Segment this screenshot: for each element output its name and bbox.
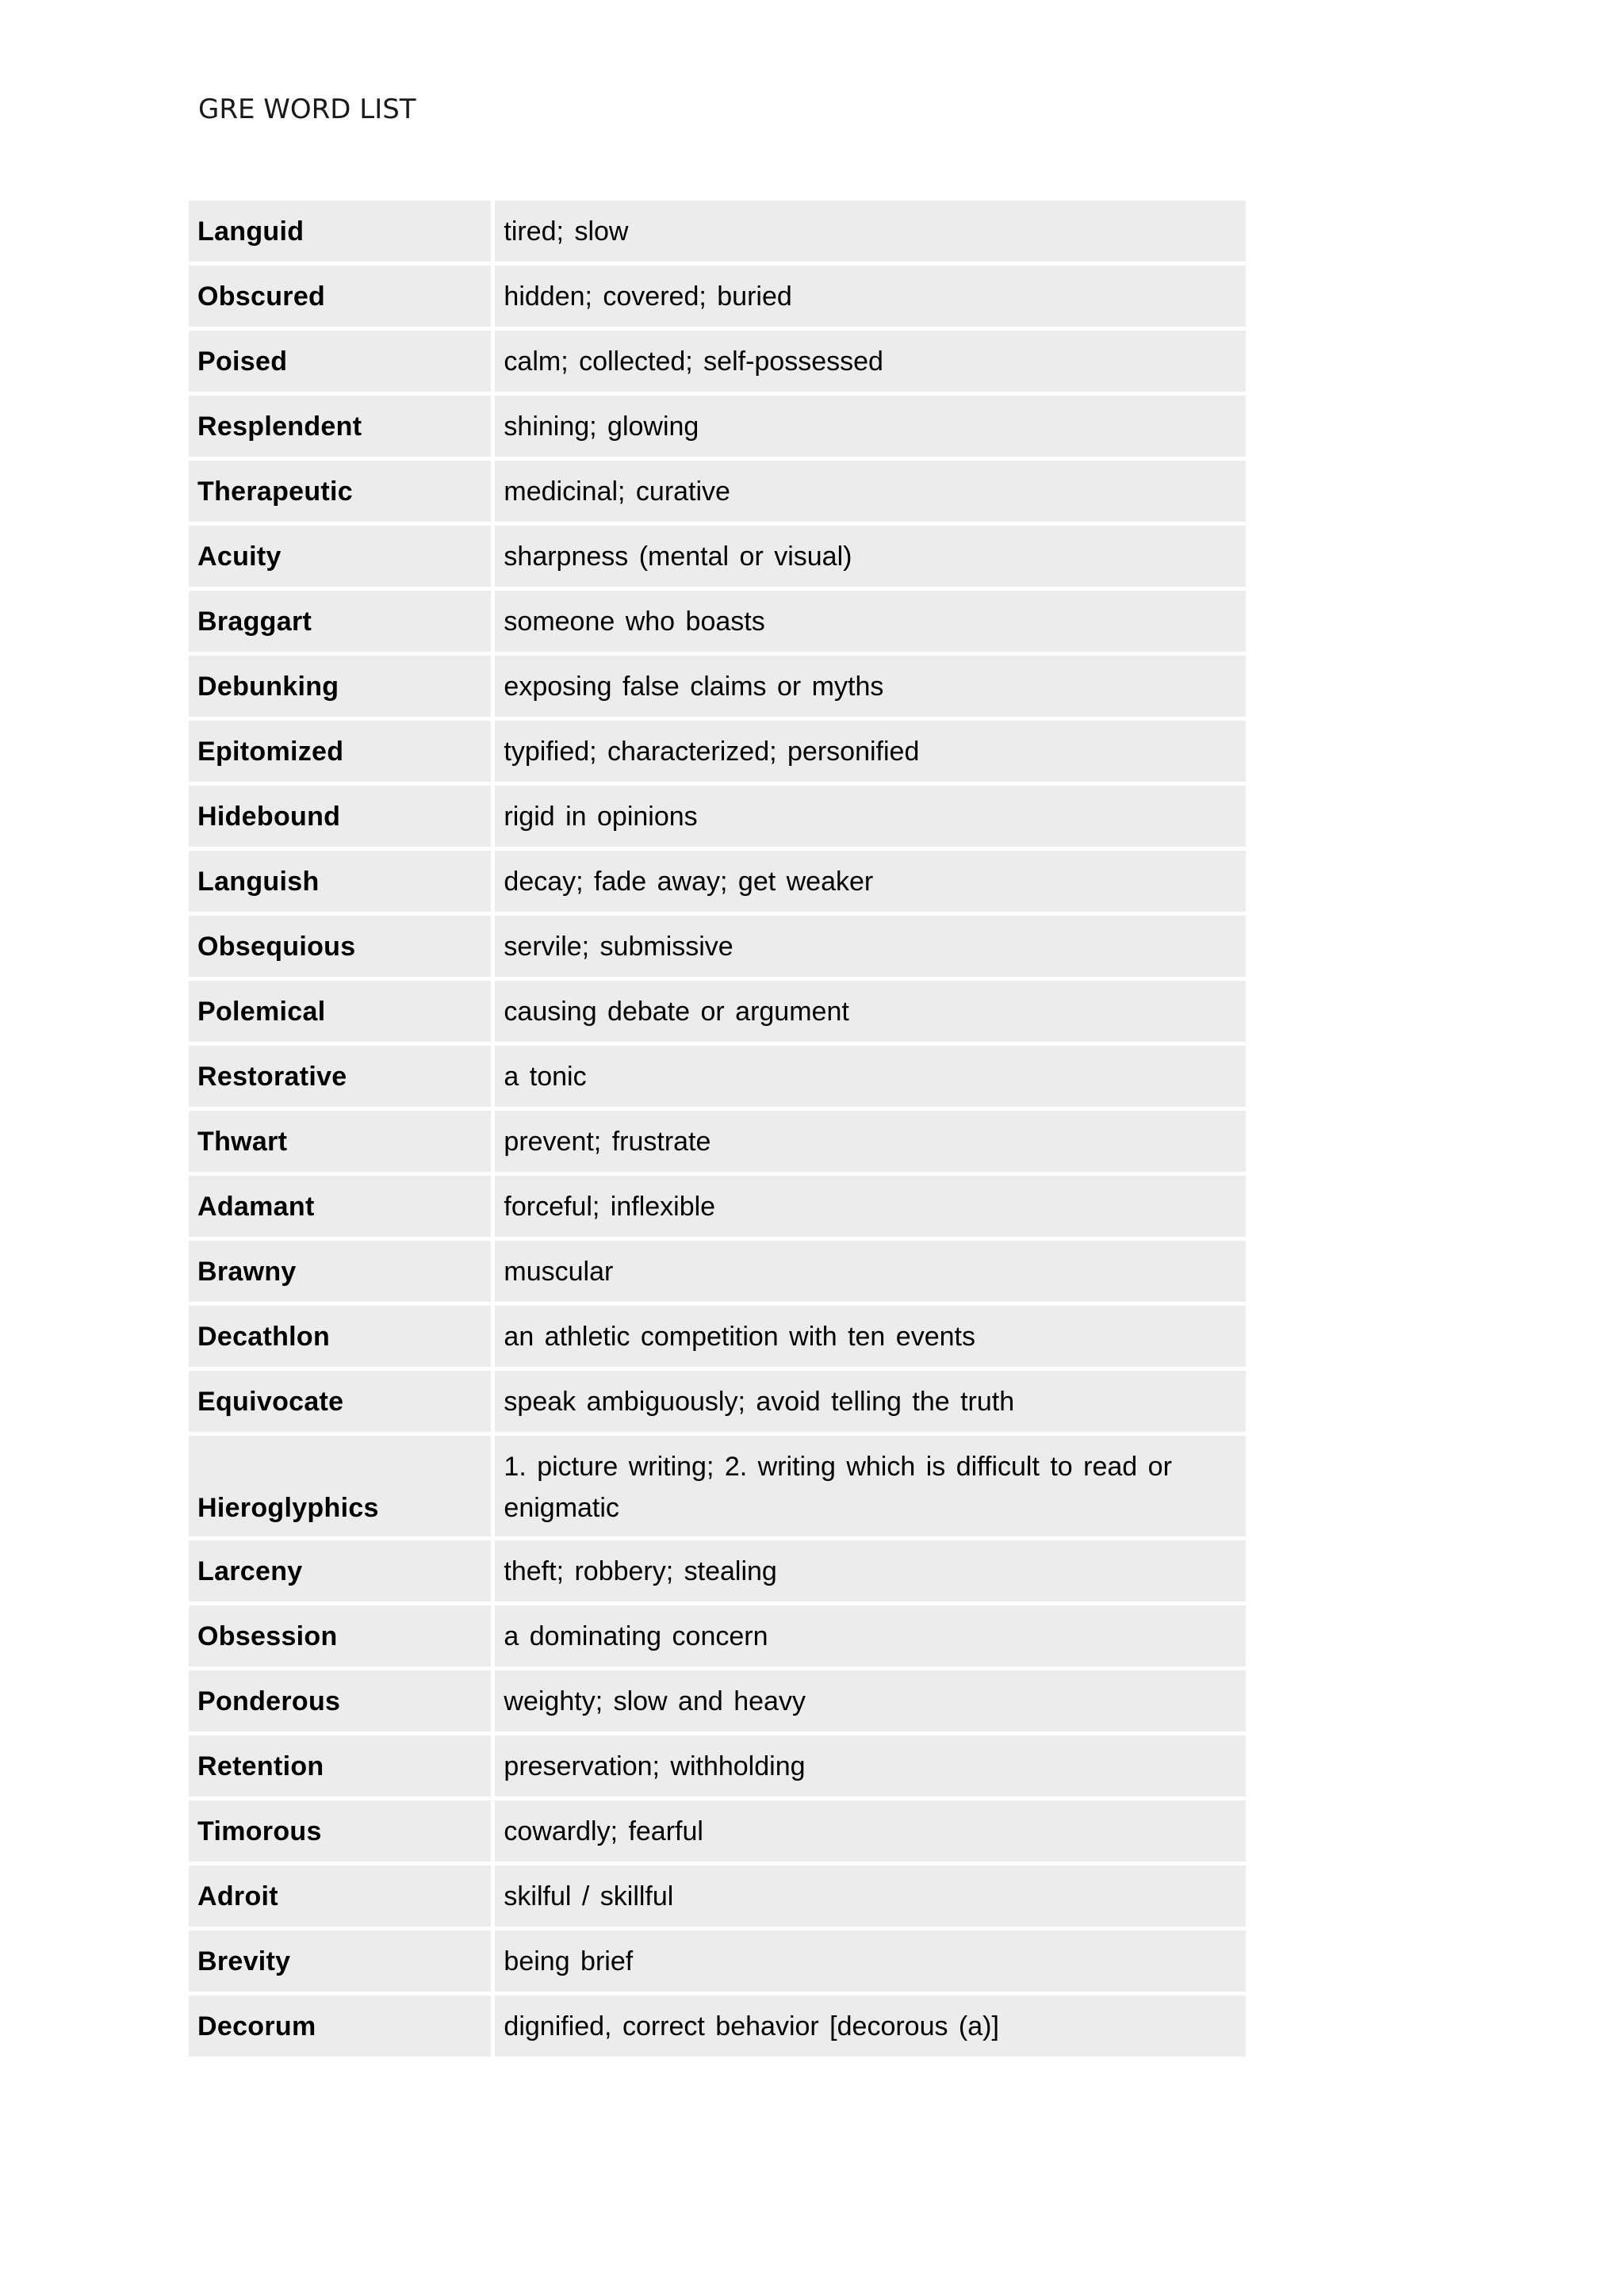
word-term: Therapeutic	[189, 461, 491, 522]
table-row	[189, 656, 1246, 717]
word-definition: someone who boasts	[495, 591, 1246, 652]
word-term: Epitomized	[189, 721, 491, 782]
table-row	[189, 526, 1246, 587]
word-definition: weighty; slow and heavy	[495, 1670, 1246, 1732]
table-row	[189, 981, 1246, 1042]
word-term: Thwart	[189, 1111, 491, 1172]
table-row	[189, 1996, 1246, 2057]
word-definition: a tonic	[495, 1046, 1246, 1107]
word-definition: decay; fade away; get weaker	[495, 851, 1246, 912]
word-definition: theft; robbery; stealing	[495, 1540, 1246, 1601]
table-row	[189, 1931, 1246, 1992]
table-row	[189, 1540, 1246, 1601]
word-list-body	[189, 201, 1246, 2057]
word-definition: a dominating concern	[495, 1605, 1246, 1667]
table-row	[189, 1306, 1246, 1367]
table-row	[189, 1371, 1246, 1432]
word-definition: shining; glowing	[495, 396, 1246, 457]
word-definition: calm; collected; self-possessed	[495, 331, 1246, 392]
word-list-table	[185, 197, 1250, 2061]
word-definition: typified; characterized; personified	[495, 721, 1246, 782]
word-term: Poised	[189, 331, 491, 392]
word-definition: exposing false claims or myths	[495, 656, 1246, 717]
table-row	[189, 1866, 1246, 1927]
word-term: Ponderous	[189, 1670, 491, 1732]
word-term: Larceny	[189, 1540, 491, 1601]
word-term: Brevity	[189, 1931, 491, 1992]
word-term: Hieroglyphics	[189, 1436, 491, 1536]
table-row	[189, 1670, 1246, 1732]
word-definition: sharpness (mental or visual)	[495, 526, 1246, 587]
table-row	[189, 786, 1246, 847]
word-definition: forceful; inflexible	[495, 1176, 1246, 1237]
table-row	[189, 201, 1246, 262]
word-definition: servile; submissive	[495, 916, 1246, 977]
page-title: GRE WORD LIST	[198, 94, 416, 125]
word-term: Obsession	[189, 1605, 491, 1667]
word-term: Resplendent	[189, 396, 491, 457]
table-row	[189, 1735, 1246, 1797]
word-term: Timorous	[189, 1800, 491, 1862]
word-definition: skilful / skillful	[495, 1866, 1246, 1927]
word-definition: muscular	[495, 1241, 1246, 1302]
word-term: Languid	[189, 201, 491, 262]
word-definition: cowardly; fearful	[495, 1800, 1246, 1862]
table-row	[189, 461, 1246, 522]
word-term: Obsequious	[189, 916, 491, 977]
table-row	[189, 851, 1246, 912]
table-row	[189, 916, 1246, 977]
word-term: Braggart	[189, 591, 491, 652]
word-term: Equivocate	[189, 1371, 491, 1432]
table-row	[189, 1046, 1246, 1107]
word-term: Decorum	[189, 1996, 491, 2057]
word-term: Adamant	[189, 1176, 491, 1237]
word-definition: speak ambiguously; avoid telling the truth	[495, 1371, 1246, 1432]
word-term: Brawny	[189, 1241, 491, 1302]
word-definition: preservation; withholding	[495, 1735, 1246, 1797]
table-row	[189, 266, 1246, 327]
table-row	[189, 1436, 1246, 1536]
word-definition: prevent; frustrate	[495, 1111, 1246, 1172]
table-row	[189, 721, 1246, 782]
word-definition: being brief	[495, 1931, 1246, 1992]
word-term: Obscured	[189, 266, 491, 327]
table-row	[189, 1176, 1246, 1237]
word-definition: dignified, correct behavior [decorous (a)]	[495, 1996, 1246, 2057]
word-term: Decathlon	[189, 1306, 491, 1367]
word-term: Debunking	[189, 656, 491, 717]
word-term: Acuity	[189, 526, 491, 587]
word-definition: tired; slow	[495, 201, 1246, 262]
table-row	[189, 591, 1246, 652]
table-row	[189, 331, 1246, 392]
table-row	[189, 396, 1246, 457]
word-definition: 1. picture writing; 2. writing which is difficult to read or enigmatic	[495, 1436, 1246, 1536]
table-row	[189, 1111, 1246, 1172]
word-definition: an athletic competition with ten events	[495, 1306, 1246, 1367]
table-row	[189, 1800, 1246, 1862]
word-definition: medicinal; curative	[495, 461, 1246, 522]
word-term: Languish	[189, 851, 491, 912]
word-definition: hidden; covered; buried	[495, 266, 1246, 327]
table-row	[189, 1241, 1246, 1302]
word-term: Retention	[189, 1735, 491, 1797]
word-term: Adroit	[189, 1866, 491, 1927]
word-term: Restorative	[189, 1046, 491, 1107]
word-term: Hidebound	[189, 786, 491, 847]
word-definition: rigid in opinions	[495, 786, 1246, 847]
word-term: Polemical	[189, 981, 491, 1042]
table-row	[189, 1605, 1246, 1667]
word-definition: causing debate or argument	[495, 981, 1246, 1042]
